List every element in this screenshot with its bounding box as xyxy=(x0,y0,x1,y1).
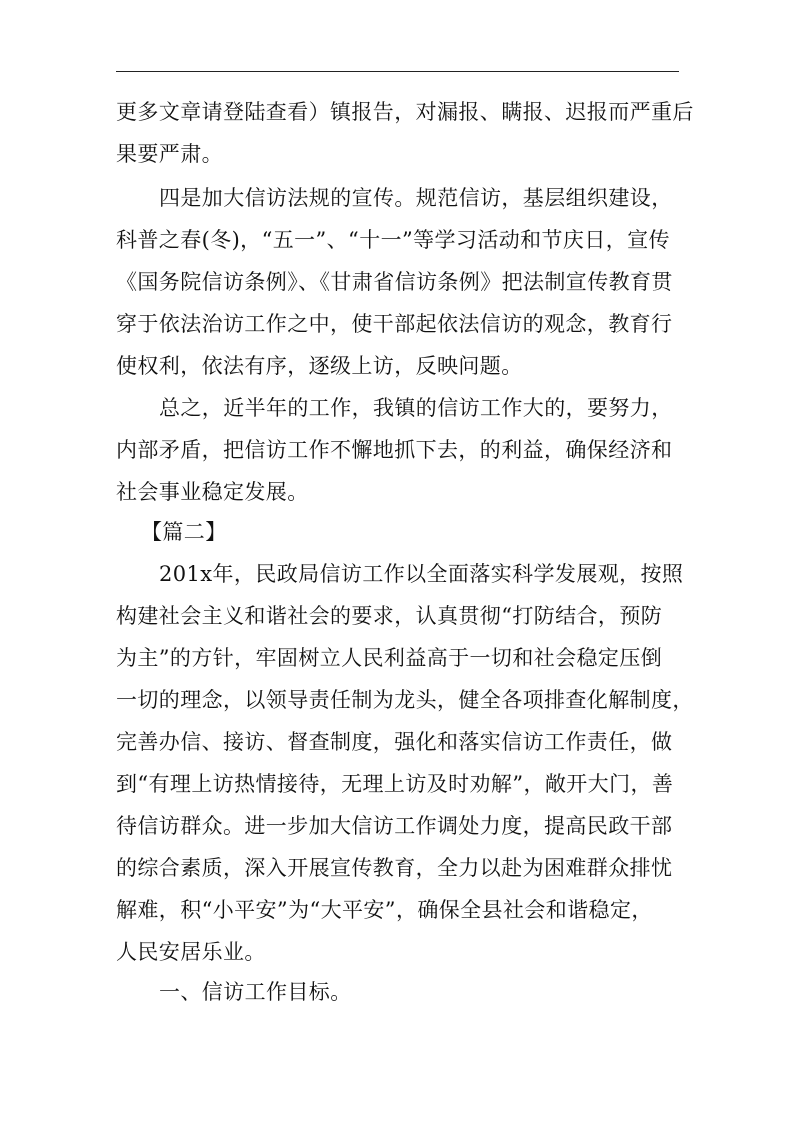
text-line-14: 为主”的方针，牢固树立人民利益高于一切和社会稳定压倒 xyxy=(116,646,663,670)
text-line-15: 一切的理念，以领导责任制为龙头，健全各项排查化解制度， xyxy=(116,688,694,712)
text-line-9: 内部矛盾，把信访工作不懈地抓下去，的利益，确保经济和 xyxy=(116,438,673,462)
text-line-18: 待信访群众。进一步加大信访工作调处力度，提高民政干部 xyxy=(116,814,673,838)
text-line-10: 社会事业稳定发展。 xyxy=(116,480,309,504)
text-line-19: 的综合素质，深入开展宣传教育，全力以赴为困难群众排忧 xyxy=(116,856,673,880)
text-line-4: 科普之春(冬)，“五一”、“十一”等学习活动和节庆日，宣传 xyxy=(116,228,670,252)
text-line-2: 果要严肃。 xyxy=(116,142,223,166)
header-rule xyxy=(116,71,679,72)
text-line-13: 构建社会主义和谐社会的要求，认真贯彻“打防结合，预防 xyxy=(116,604,663,628)
text-line-8: 总之，近半年的工作，我镇的信访工作大的，要努力， xyxy=(159,396,673,420)
text-line-1: 更多文章请登陆查看）镇报告，对漏报、瞒报、迟报而严重后 xyxy=(116,100,694,124)
text-line-3: 四是加大信访法规的宣传。规范信访，基层组织建设， xyxy=(159,186,673,210)
text-line-17: 到“有理上访热情接待，无理上访及时劝解”，敞开大门，善 xyxy=(116,772,674,796)
text-line-22: 一、信访工作目标。 xyxy=(159,980,352,1004)
text-line-20: 解难，积“小平安”为“大平安”，确保全县社会和谐稳定， xyxy=(116,898,653,922)
text-line-21: 人民安居乐业。 xyxy=(116,940,266,964)
text-line-16: 完善办信、接访、督查制度，强化和落实信访工作责任，做 xyxy=(116,730,673,754)
section-heading: 【篇二】 xyxy=(141,520,227,544)
text-line-5: 《国务院信访条例》、《甘肃省信访条例》把法制宣传教育贯 xyxy=(116,270,673,294)
text-line-7: 使权利，依法有序，逐级上访，反映问题。 xyxy=(116,354,523,378)
text-line-6: 穿于依法治访工作之中，使干部起依法信访的观念，教育行 xyxy=(116,312,673,336)
text-line-12: 201x年，民政局信访工作以全面落实科学发展观，按照 xyxy=(159,562,684,586)
